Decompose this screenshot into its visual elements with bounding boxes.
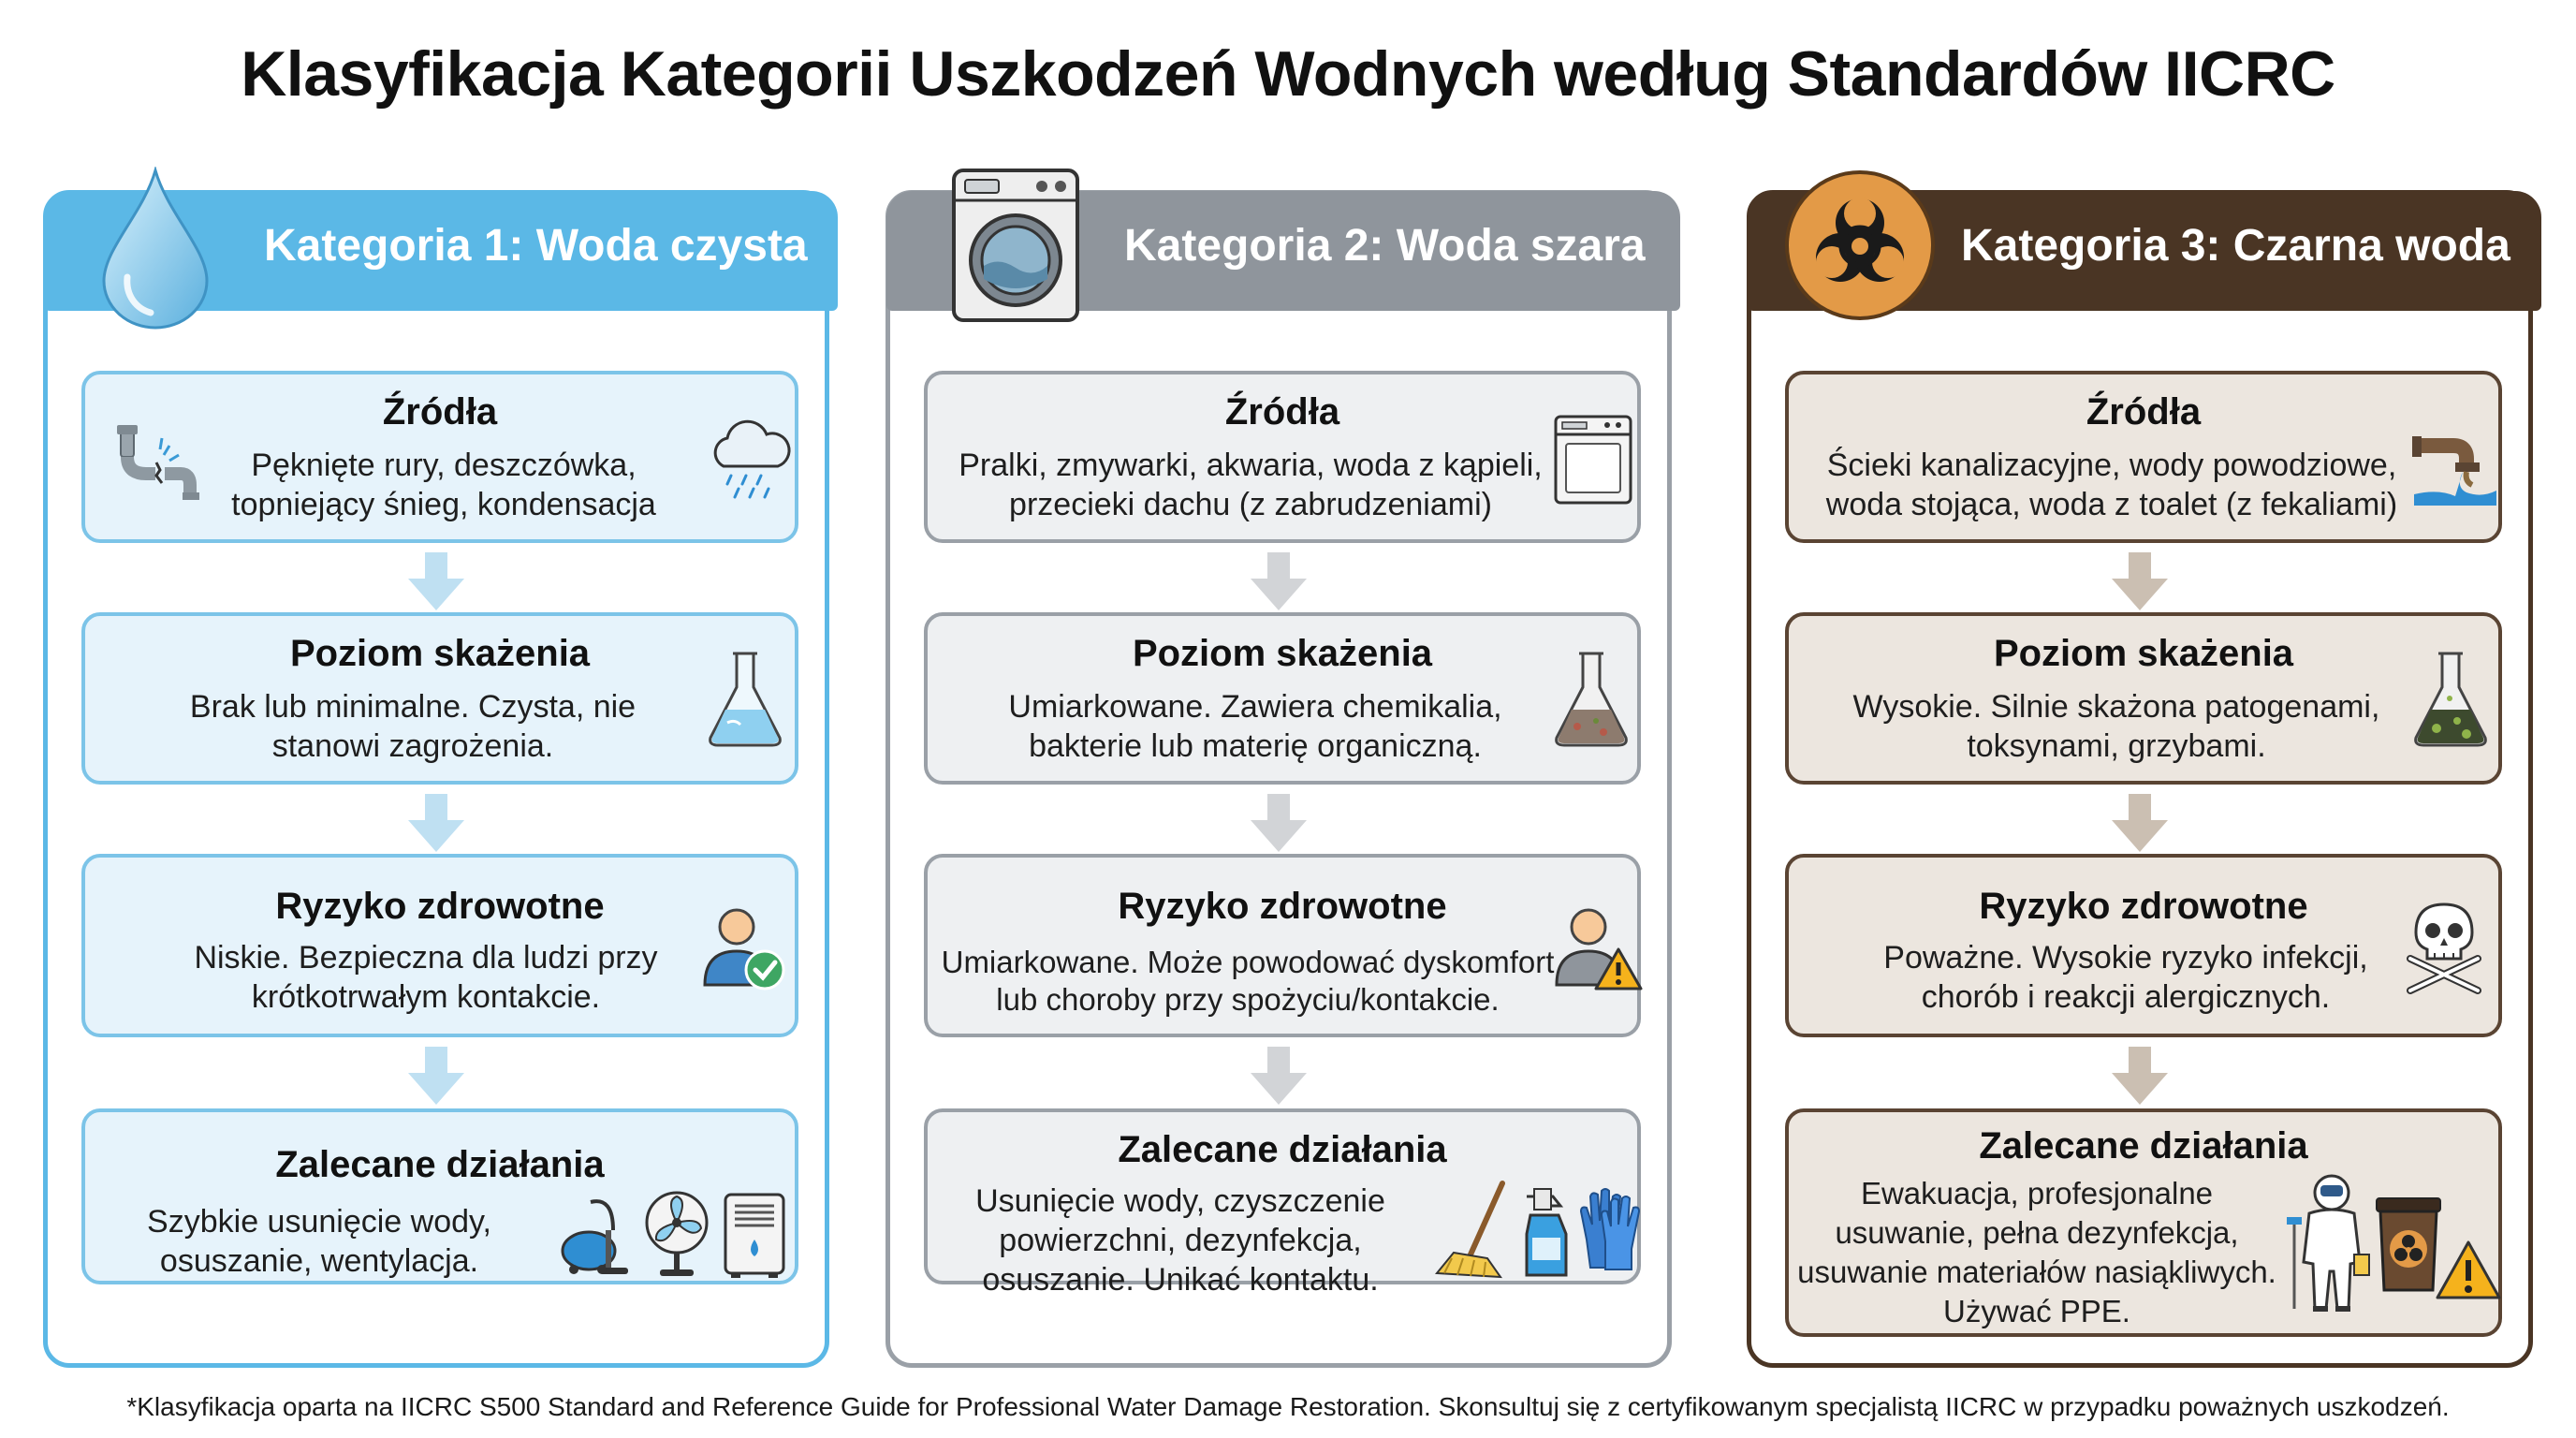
flow-arrow: [1249, 552, 1309, 612]
card-title: Ryzyko zdrowotne: [1118, 886, 1447, 927]
card-text: [1817, 687, 2416, 766]
contamination-card: [924, 612, 1641, 785]
biohazard-bin-icon: [2373, 1193, 2444, 1296]
card-text-line: Pęknięte rury, deszczówka,: [251, 448, 637, 483]
card-title: Poziom skażenia: [1132, 633, 1433, 674]
card-text: [946, 1181, 1414, 1299]
mop-icon: [1433, 1180, 1517, 1283]
card-text-line: krótkotrwałym kontakcie.: [251, 979, 601, 1015]
sources-card: [81, 371, 798, 543]
health-risk-card: [1785, 854, 2502, 1037]
card-text: [173, 938, 679, 1017]
category-3-column: [1747, 190, 2533, 1368]
health-risk-card: [924, 854, 1641, 1037]
card-text-line: woda stojąca, woda z toalet (z fekaliami): [1825, 487, 2398, 522]
card-title: Poziom skażenia: [289, 633, 591, 674]
card-title: Ryzyko zdrowotne: [275, 886, 605, 927]
card-text: [1864, 938, 2388, 1017]
contaminated-flask-icon: [2408, 648, 2493, 751]
flow-arrow: [1249, 794, 1309, 854]
gloves-icon: [1577, 1183, 1643, 1273]
category-1-column: [43, 190, 829, 1368]
card-text-line: Szybkie usunięcie wody,: [147, 1204, 491, 1240]
dishwasher-icon: [1553, 414, 1633, 506]
flow-arrow: [2110, 1047, 2170, 1107]
card-title: Zalecane działania: [1118, 1129, 1447, 1170]
flow-arrow: [2110, 552, 2170, 612]
warning-icon: [2435, 1240, 2502, 1301]
card-text-line: Usunięcie wody, czyszczenie: [975, 1183, 1385, 1219]
recommended-actions-card: [1785, 1108, 2502, 1337]
sources-card: [1785, 371, 2502, 543]
card-text-line: chorób i reakcji alergicznych.: [1921, 979, 2331, 1015]
card-text-line: usuwanie materiałów nasiąkliwych.: [1797, 1255, 2276, 1289]
card-text-line: lub choroby przy spożyciu/kontakcie.: [996, 982, 1500, 1017]
contamination-card: [81, 612, 798, 785]
contamination-card: [1785, 612, 2502, 785]
card-text-line: toksynami, grzybami.: [1967, 728, 2266, 764]
biohazard-icon: [1783, 169, 1937, 322]
card-title: Źródła: [382, 391, 498, 433]
card-title: Ryzyko zdrowotne: [1979, 886, 2308, 927]
flow-arrow: [1249, 1047, 1309, 1107]
card-text-line: Używać PPE.: [1943, 1294, 2130, 1328]
health-risk-card: [81, 854, 798, 1037]
card-text: [1798, 446, 2425, 524]
card-text-line: Ścieki kanalizacyjne, wody powodziowe,: [1826, 448, 2397, 483]
card-text-line: stanowi zagrożenia.: [271, 728, 554, 764]
card-title: Zalecane działania: [275, 1144, 605, 1185]
card-text: [1789, 1174, 2285, 1331]
skull-crossbones-icon: [2401, 901, 2487, 994]
washing-machine-icon: [950, 167, 1081, 326]
card-text-line: Wysokie. Silnie skażona patogenami,: [1852, 689, 2380, 725]
card-text-line: bakterie lub materię organiczną.: [1029, 728, 1482, 764]
card-text-line: osuszanie, wentylacja.: [159, 1243, 479, 1279]
card-text-line: Brak lub minimalne. Czysta, nie: [189, 689, 637, 725]
broken-pipe-icon: [113, 418, 199, 504]
card-text: [946, 446, 1555, 524]
card-text-line: Poważne. Wysokie ryzyko infekcji,: [1883, 940, 2368, 976]
person-warning-icon: [1553, 902, 1643, 992]
card-text: [198, 446, 690, 524]
recommended-actions-card: [924, 1108, 1641, 1298]
rain-cloud-icon: [703, 416, 793, 506]
card-text-line: powierzchni, dezynfekcja,: [999, 1223, 1362, 1258]
card-text: [179, 687, 647, 766]
card-title: Poziom skażenia: [1993, 633, 2294, 674]
footnote: *Klasyfikacja oparta na IICRC S500 Standard and Reference Guide for Professional Water Damage Restoration. Skonsultuj się z certyfikowanym specjalistą IICRC w przypadku poważnych uszkodzeń.: [126, 1392, 2450, 1421]
card-text-line: Niskie. Bezpieczna dla ludzi przy: [194, 940, 658, 976]
card-title: Źródła: [1224, 391, 1340, 433]
category-1-title: Kategoria 1: Woda czysta: [264, 221, 808, 271]
card-text: [993, 687, 1517, 766]
flow-arrow: [406, 1047, 466, 1107]
murky-flask-icon: [1549, 648, 1633, 751]
card-text-line: Umiarkowane. Zawiera chemikalia,: [1008, 689, 1502, 725]
card-title: Źródła: [2086, 391, 2202, 433]
hazmat-worker-icon: [2285, 1168, 2375, 1318]
clean-flask-icon: [703, 648, 787, 751]
category-2-column: [886, 190, 1672, 1368]
card-text-line: przecieki dachu (z zabrudzeniami): [1009, 487, 1492, 522]
sources-card: [924, 371, 1641, 543]
card-text-line: Ewakuacja, profesjonalne: [1860, 1176, 2214, 1211]
spray-bottle-icon: [1521, 1183, 1573, 1281]
category-2-title: Kategoria 2: Woda szara: [1124, 221, 1646, 271]
fan-icon: [639, 1189, 714, 1279]
flow-arrow: [2110, 794, 2170, 854]
person-check-icon: [699, 902, 789, 992]
card-text-line: Umiarkowane. Może powodować dyskomfort: [941, 945, 1555, 979]
flow-arrow: [406, 552, 466, 612]
card-text-line: Pralki, zmywarki, akwaria, woda z kąpieli,: [959, 448, 1543, 483]
dehumidifier-icon: [722, 1191, 787, 1279]
recommended-actions-card: [81, 1108, 798, 1284]
category-3-title: Kategoria 3: Czarna woda: [1961, 221, 2510, 271]
page-title: Klasyfikacja Kategorii Uszkodzeń Wodnych według Standardów IICRC: [241, 38, 2335, 110]
card-text-line: topniejący śnieg, kondensacja: [231, 487, 656, 522]
card-text-line: usuwanie, pełna dezynfekcja,: [1835, 1215, 2239, 1250]
card-title: Zalecane działania: [1979, 1125, 2308, 1167]
card-text: [132, 1202, 506, 1281]
sewage-pipe-icon: [2410, 418, 2500, 507]
card-text: [933, 944, 1562, 1019]
card-text-line: osuszanie. Unikać kontaktu.: [982, 1262, 1379, 1298]
water-drop-icon: [95, 167, 216, 330]
flow-arrow: [406, 794, 466, 854]
vacuum-icon: [553, 1193, 632, 1277]
